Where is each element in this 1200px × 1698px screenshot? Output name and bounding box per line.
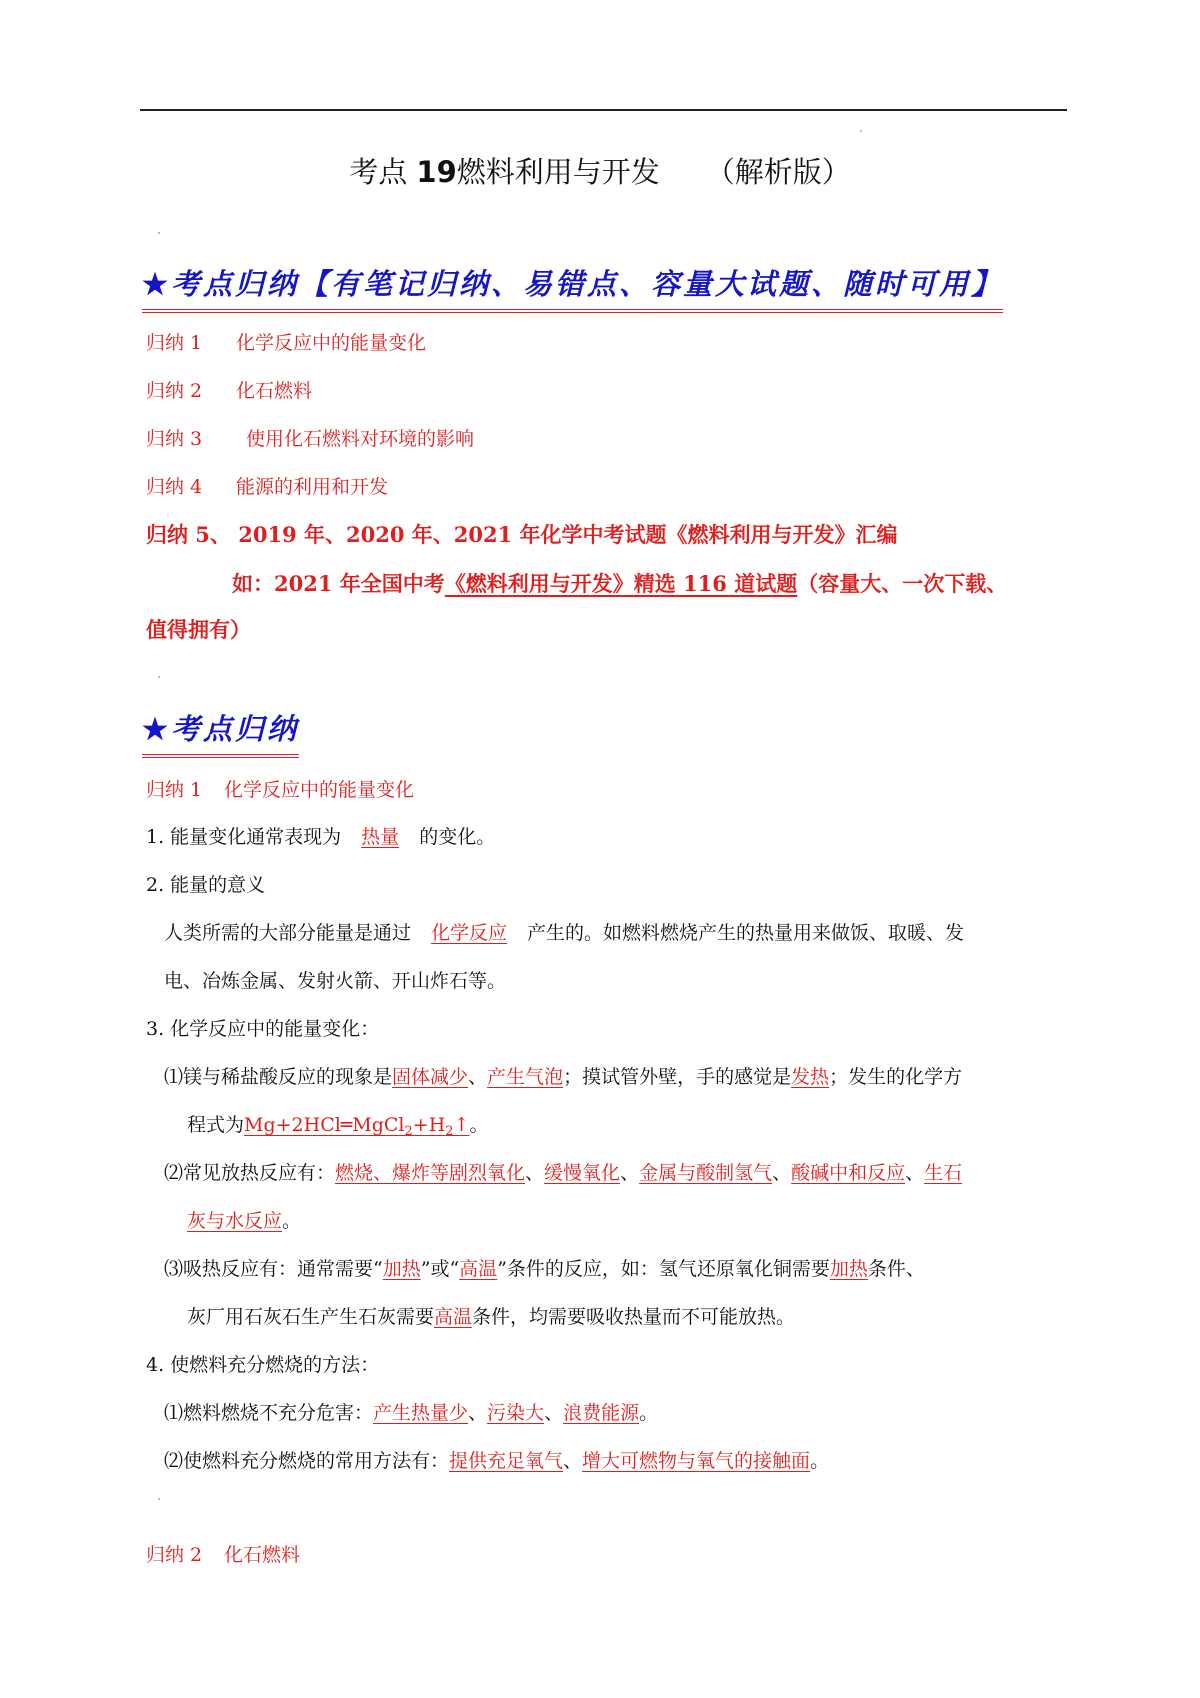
scan-speck [158, 1498, 160, 1500]
scan-speck [158, 232, 160, 234]
section-banner-text: 考点归纳 [171, 712, 300, 746]
point-1: 1. 能量变化通常表现为 热量 的变化。 [146, 826, 496, 848]
page-title [0, 150, 1200, 191]
title-suffix: （解析版） [705, 155, 851, 189]
point-3-3-cont: 灰厂用石灰石生产生石灰需要高温条件，均需要吸收热量而不可能放热。 [187, 1306, 796, 1328]
toc-item-5-promo: 如：2021 年全国中考《燃料利用与开发》精选 116 道试题（容量大、一次下载、 [232, 571, 1008, 596]
banner-text: 考点归纳【有笔记归纳、易错点、容量大试题、随时可用】 [171, 267, 1004, 301]
toc-item-3[interactable]: 归纳 3 使用化石燃料对环境的影响 [146, 428, 475, 450]
answer-blank: 热量 [361, 826, 400, 848]
toc-item-2[interactable]: 归纳 2 化石燃料 [146, 380, 313, 402]
point-4-1: ⑴燃料燃烧不充分危害：产生热量少、污染大、浪费能源。 [164, 1402, 659, 1424]
point-3-1-equation: 程式为$Mg+2HCl═MgCl_2+H_2↑$。 [187, 1114, 489, 1139]
point-3-3: ⑶吸热反应有：通常需要“加热”或“高温”条件的反应，如：氢气还原氧化铜需要加热条件、 [164, 1258, 925, 1280]
point-2-text-cont: 电、冶炼金属、发射火箭、开山炸石等。 [164, 970, 507, 992]
toc-item-5-promo-cont: 值得拥有） [146, 617, 251, 642]
toc-item-4[interactable]: 归纳 4 能源的利用和开发 [146, 476, 389, 498]
scan-speck [158, 676, 160, 678]
section-banner [142, 707, 299, 758]
toc-item-5[interactable]: 归纳 5、 2019 年、2020 年、2021 年化学中考试题《燃料利用与开发》汇编 [146, 522, 898, 547]
title-main: 燃料利用与开发 [456, 155, 660, 189]
point-3: 3. 化学反应中的能量变化： [146, 1018, 380, 1040]
title-prefix: 考点 [349, 155, 408, 189]
toc-item-1[interactable]: 归纳 1 化学反应中的能量变化 [146, 332, 427, 354]
header-rule [140, 109, 1067, 111]
chemical-equation: $Mg+2HCl═MgCl_2+H_2↑$ [244, 1114, 470, 1139]
point-4-2: ⑵使燃料充分燃烧的常用方法有：提供充足氧气、增大可燃物与氧气的接触面。 [164, 1450, 830, 1472]
answer-blank: 化学反应 [431, 922, 508, 944]
summary-banner [142, 262, 1003, 313]
star-icon: ★ [142, 712, 171, 746]
quiz-collection-link[interactable]: 《燃料利用与开发》精选 116 道试题 [444, 571, 798, 596]
star-icon: ★ [142, 267, 171, 301]
title-number: 19 [416, 155, 457, 189]
point-3-1: ⑴镁与稀盐酸反应的现象是固体减少、产生气泡；摸试管外壁，手的感觉是发热；发生的化学方 [164, 1066, 963, 1088]
section-heading-2: 归纳 2 化石燃料 [146, 1544, 301, 1566]
point-3-2: ⑵常见放热反应有：燃烧、爆炸等剧烈氧化、缓慢氧化、金属与酸制氢气、酸碱中和反应、生石 [164, 1162, 963, 1184]
point-3-2-cont: 灰与水反应。 [187, 1210, 302, 1232]
point-2-text: 人类所需的大部分能量是通过 化学反应 产生的。如燃料燃烧产生的热量用来做饭、取暖、发 [164, 922, 965, 944]
scan-speck [860, 130, 862, 132]
point-2: 2. 能量的意义 [146, 874, 266, 896]
section-heading-1: 归纳 1 化学反应中的能量变化 [146, 779, 415, 801]
point-4: 4. 使燃料充分燃烧的方法： [146, 1354, 380, 1376]
